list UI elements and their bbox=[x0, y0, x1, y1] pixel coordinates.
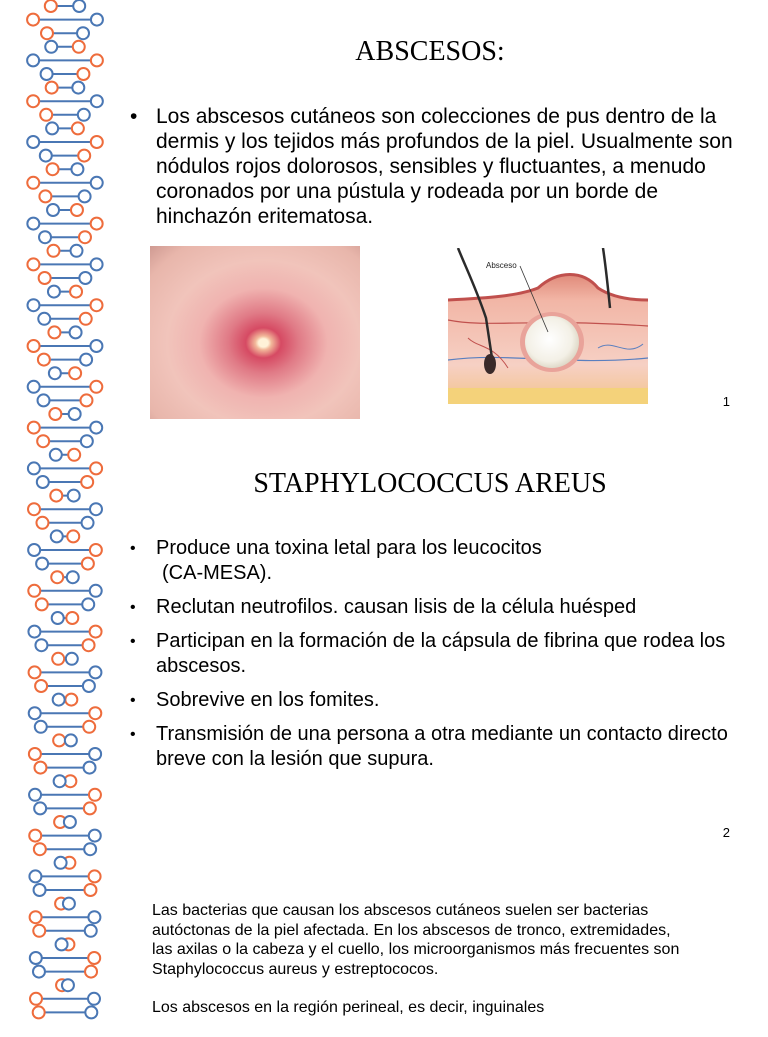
abscess-photo bbox=[150, 246, 360, 419]
notes-paragraph: Los abscesos en la región perineal, es decir, inguinales bbox=[152, 999, 545, 1016]
slide2-bullet-continuation: (CA-MESA). bbox=[162, 562, 272, 584]
slide2-bullet bbox=[130, 629, 740, 679]
slide2-bullet-text: Reclutan neutrofilos. causan lisis de la célula huésped bbox=[156, 596, 637, 618]
bullet-marker: • bbox=[130, 105, 138, 128]
dna-helix-decoration bbox=[0, 0, 120, 1024]
bullet-marker: • bbox=[130, 726, 136, 743]
slide2-bullet-text: Sobrevive en los fomites. bbox=[156, 689, 380, 711]
notes-paragraph: Las bacterias que causan los abscesos cutáneos suelen ser bacterias autóctonas de la piel afectada. En los abscesos de tronco, extremidades, las axilas o la cabeza y el cuello, los microorganismos más frecuentes son Staphylococcus aureus y estreptococos. bbox=[152, 902, 680, 978]
slide2-number: 2 bbox=[722, 825, 730, 840]
bullet-marker: • bbox=[130, 540, 136, 557]
slide2-bullet-text: Participan en la formación de la cápsula de fibrina que rodea los abscesos. bbox=[156, 630, 726, 677]
abscess-diagram bbox=[448, 248, 648, 404]
slide2-bullet-list bbox=[130, 536, 740, 781]
diagram-label: Absceso bbox=[486, 261, 517, 270]
slide1-title: ABSCESOS: bbox=[355, 36, 505, 67]
slide1-bullet bbox=[130, 104, 740, 229]
speaker-notes bbox=[152, 901, 692, 1037]
slide2-bullet bbox=[130, 595, 740, 620]
slide2-bullet bbox=[130, 536, 740, 586]
bullet-marker: • bbox=[130, 692, 136, 709]
slide1-number: 1 bbox=[722, 394, 730, 409]
bullet-marker: • bbox=[130, 633, 136, 650]
slide2-title: STAPHYLOCOCCUS AREUS bbox=[253, 468, 607, 499]
slide2-bullet bbox=[130, 688, 740, 713]
bullet-marker: • bbox=[130, 599, 136, 616]
slide2-bullet bbox=[130, 722, 740, 772]
slide2-bullet-text: Produce una toxina letal para los leucocitos bbox=[156, 537, 542, 559]
slide1-bullet-text: Los abscesos cutáneos son colecciones de pus dentro de la dermis y los tejidos más profundos de la piel. Usualmente son nódulos rojos dolorosos, sensibles y fluctuantes, a menudo coronados por una pústula y rodeada por un borde de hinchazón eritematosa. bbox=[156, 105, 733, 228]
slide2-bullet-text: Transmisión de una persona a otra mediante un contacto directo breve con la lesión que supura. bbox=[156, 723, 728, 770]
